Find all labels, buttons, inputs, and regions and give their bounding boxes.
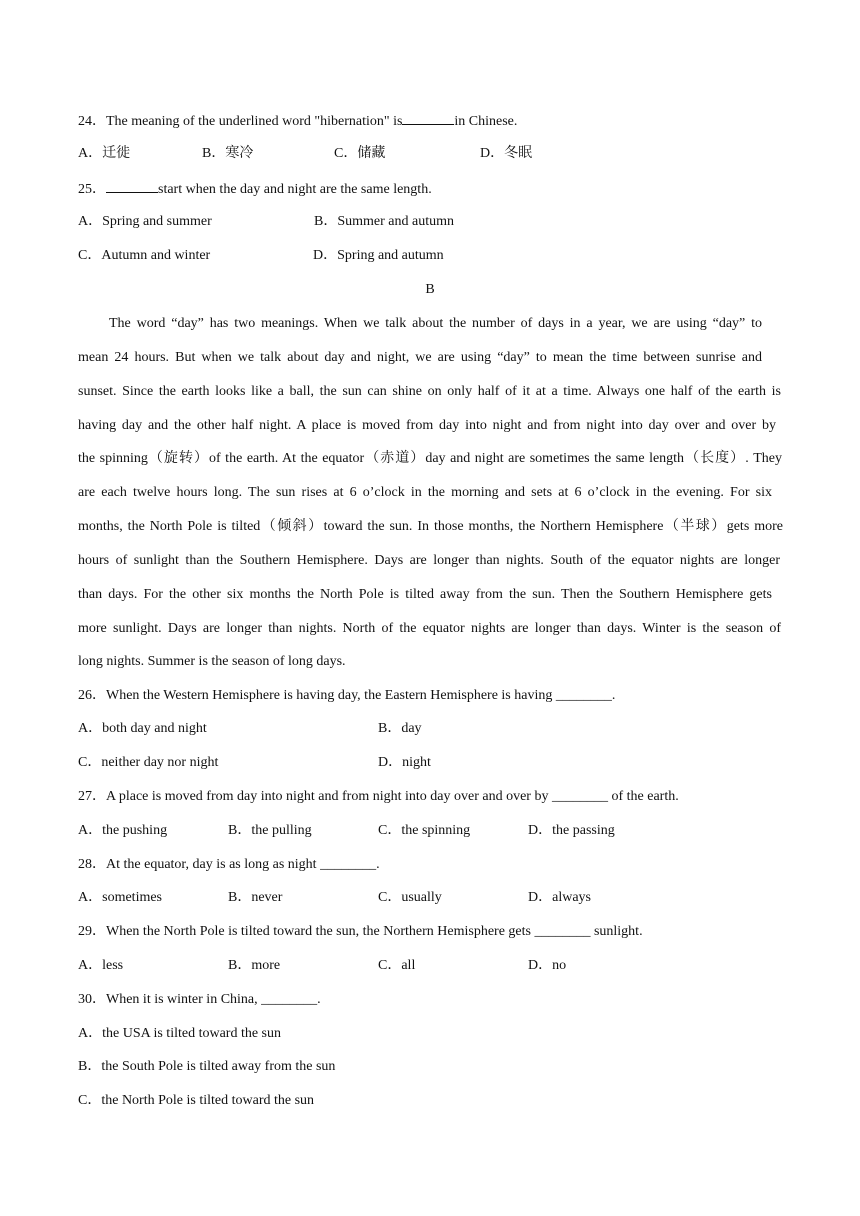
passage-line: long nights. Summer is the season of long days. [78, 654, 346, 669]
question-30 [78, 991, 321, 1009]
option-29-c[interactable] [378, 957, 415, 975]
question-stem: The meaning of the underlined word "hibernation" is [106, 114, 403, 129]
option-28-a[interactable] [78, 889, 162, 907]
option-letter: A． [78, 823, 103, 838]
option-27-c[interactable] [378, 822, 470, 840]
option-letter: C． [378, 958, 402, 973]
answer-blank [402, 111, 454, 125]
option-text: usually [401, 890, 442, 905]
question-stem: When it is winter in China, ________. [106, 992, 321, 1007]
passage-line: having day and the other half night. A place is moved from day into night and from night into day over and over by [78, 418, 776, 433]
option-text: 储藏 [357, 146, 386, 161]
question-24 [78, 111, 517, 131]
option-text: the South Pole is tilted away from the sun [101, 1059, 336, 1074]
option-letter: D． [528, 890, 553, 905]
passage-line: sunset. Since the earth looks like a ball, the sun can shine on only half of it at a time. Always one half of the earth is [78, 384, 781, 399]
option-27-d[interactable] [528, 822, 615, 840]
option-26-a[interactable] [78, 720, 207, 738]
option-text: 迁徙 [102, 146, 131, 161]
option-text: no [552, 958, 567, 973]
question-number: 30． [78, 992, 106, 1007]
passage-line: mean 24 hours. But when we talk about day and night, we are using “day” to mean the time between sunrise and [78, 350, 762, 365]
option-letter: B． [78, 1059, 102, 1074]
option-letter: A． [78, 721, 103, 736]
question-number: 24． [78, 114, 106, 129]
option-text: 寒冷 [225, 146, 254, 161]
question-stem-tail: in Chinese. [454, 114, 518, 129]
question-number: 27． [78, 789, 106, 804]
option-letter: A． [78, 958, 103, 973]
question-number: 25． [78, 182, 106, 197]
option-letter: C． [378, 890, 402, 905]
option-letter: A． [78, 146, 103, 161]
question-number: 29． [78, 924, 106, 939]
option-29-d[interactable] [528, 957, 566, 975]
question-number: 26． [78, 688, 106, 703]
option-text: all [401, 958, 416, 973]
passage-line: The word “day” has two meanings. When we talk about the number of days in a year, we are using “day” to [109, 316, 762, 331]
option-30-c[interactable] [78, 1092, 314, 1110]
option-letter: B． [228, 890, 252, 905]
option-text: Spring and autumn [337, 248, 444, 263]
option-letter: B． [228, 958, 252, 973]
option-text: 冬眠 [504, 146, 533, 161]
option-29-a[interactable] [78, 957, 123, 975]
option-letter: D． [313, 248, 338, 263]
option-text: never [251, 890, 283, 905]
option-text: the North Pole is tilted toward the sun [101, 1093, 315, 1108]
question-25 [78, 179, 432, 199]
option-text: the spinning [401, 823, 471, 838]
option-26-d[interactable] [378, 754, 431, 772]
question-29 [78, 923, 643, 941]
option-letter: A． [78, 890, 103, 905]
option-26-c[interactable] [78, 754, 218, 772]
option-letter: B． [314, 214, 338, 229]
passage-line: the spinning（旋转）of the earth. At the equator（赤道）day and night are sometimes the same length（长度）. They [78, 451, 782, 466]
option-letter: C． [78, 1093, 102, 1108]
option-28-c[interactable] [378, 889, 442, 907]
option-25-d[interactable] [313, 247, 444, 265]
option-letter: C． [78, 248, 102, 263]
option-text: less [102, 958, 124, 973]
option-letter: D． [528, 823, 553, 838]
question-stem: When the Western Hemisphere is having day, the Eastern Hemisphere is having ________. [106, 688, 616, 703]
question-stem-tail: start when the day and night are the same length. [158, 182, 432, 197]
option-text: the pulling [251, 823, 312, 838]
option-text: Spring and summer [102, 214, 212, 229]
option-24-d[interactable] [480, 145, 532, 163]
option-28-b[interactable] [228, 889, 282, 907]
passage-line: more sunlight. Days are longer than nights. North of the equator nights are longer than days. Winter is the season of [78, 621, 781, 636]
passage-line: are each twelve hours long. The sun rises at 6 o’clock in the morning and sets at 6 o’clock in the evening. For six [78, 485, 772, 500]
option-letter: D． [480, 146, 505, 161]
option-text: night [402, 755, 431, 770]
option-text: the USA is tilted toward the sun [102, 1026, 282, 1041]
passage-line: months, the North Pole is tilted（倾斜）toward the sun. In those months, the Northern Hemisphere（半球）gets more [78, 519, 783, 534]
option-text: more [251, 958, 281, 973]
option-24-b[interactable] [202, 145, 253, 163]
question-27 [78, 788, 679, 806]
option-30-a[interactable] [78, 1025, 281, 1043]
option-text: the passing [552, 823, 615, 838]
option-25-b[interactable] [314, 213, 454, 231]
section-heading: B [425, 282, 435, 297]
question-number: 28． [78, 857, 106, 872]
passage-line: than days. For the other six months the North Pole is tilted away from the sun. Then the Southern Hemisphere gets [78, 587, 772, 602]
option-text: both day and night [102, 721, 207, 736]
option-letter: B． [202, 146, 226, 161]
passage-line: hours of sunlight than the Southern Hemisphere. Days are longer than nights. South of the equator nights are longer [78, 553, 780, 568]
option-30-b[interactable] [78, 1058, 335, 1076]
option-text: sometimes [102, 890, 163, 905]
option-text: Summer and autumn [337, 214, 454, 229]
option-28-d[interactable] [528, 889, 591, 907]
option-letter: A． [78, 214, 103, 229]
option-text: neither day nor night [101, 755, 219, 770]
option-text: always [552, 890, 592, 905]
option-text: day [401, 721, 422, 736]
option-letter: A． [78, 1026, 103, 1041]
option-24-c[interactable] [334, 145, 385, 163]
question-stem: At the equator, day is as long as night ________. [106, 857, 380, 872]
option-letter: B． [378, 721, 402, 736]
option-29-b[interactable] [228, 957, 280, 975]
option-25-c[interactable] [78, 247, 210, 265]
option-27-a[interactable] [78, 822, 167, 840]
option-letter: C． [78, 755, 102, 770]
option-27-b[interactable] [228, 822, 312, 840]
option-letter: C． [378, 823, 402, 838]
option-letter: C． [334, 146, 358, 161]
option-25-a[interactable] [78, 213, 212, 231]
question-stem: When the North Pole is tilted toward the sun, the Northern Hemisphere gets ________ sunlight. [106, 924, 643, 939]
answer-blank [106, 179, 158, 193]
option-letter: D． [528, 958, 553, 973]
option-text: the pushing [102, 823, 168, 838]
option-24-a[interactable] [78, 145, 130, 163]
question-stem: A place is moved from day into night and from night into day over and over by ________ of the earth. [106, 789, 679, 804]
option-letter: D． [378, 755, 403, 770]
option-text: Autumn and winter [101, 248, 211, 263]
question-26 [78, 687, 615, 705]
option-26-b[interactable] [378, 720, 422, 738]
option-letter: B． [228, 823, 252, 838]
question-28 [78, 856, 380, 874]
